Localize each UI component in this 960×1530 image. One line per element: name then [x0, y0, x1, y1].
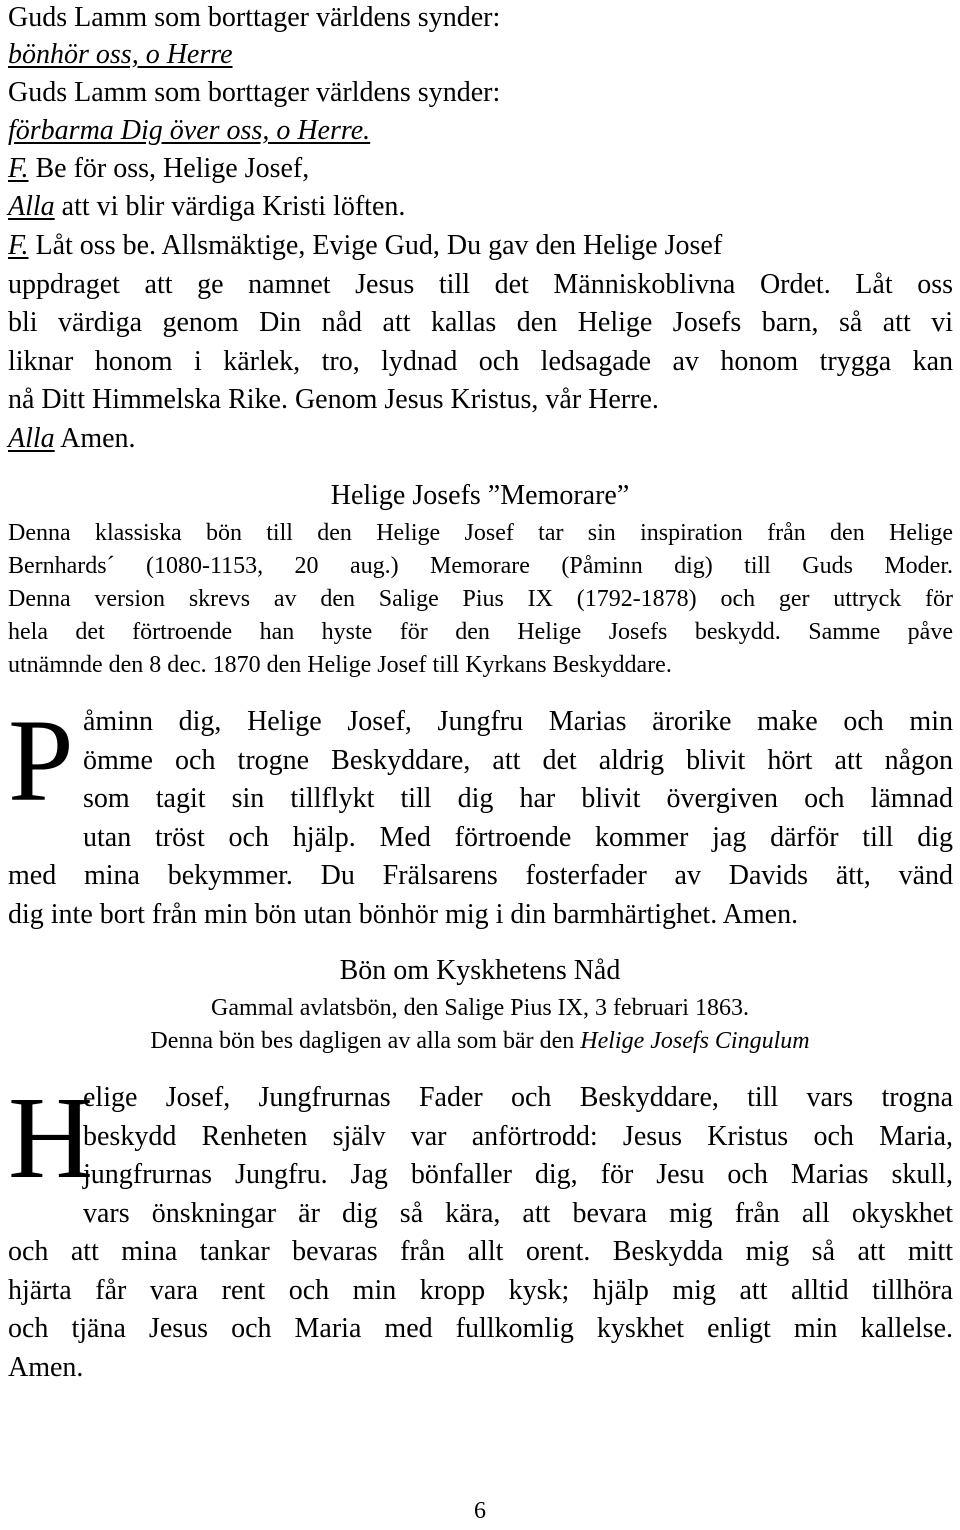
all-mark: Alla	[8, 191, 55, 222]
litany-response: bönhör oss, o Herre	[8, 39, 233, 70]
chastity-subtitle: Gammal avlatsbön, den Salige Pius IX, 3 februari 1863.	[211, 995, 749, 1021]
page-number: 6	[474, 1498, 486, 1524]
litany-line	[8, 0, 500, 36]
litany-line	[8, 151, 309, 187]
drop-cap-h: H	[8, 1072, 94, 1203]
litany-line	[8, 37, 233, 73]
leader-mark: F.	[8, 230, 29, 261]
litany-text: Guds Lamm som borttager världens synder:	[8, 77, 501, 108]
chastity-note: Denna bön bes dagligen av alla som bär den Helige Josefs Cingulum	[150, 1028, 810, 1054]
prayer-line	[8, 227, 953, 266]
litany-response: förbarma Dig över oss, o Herre.	[8, 115, 371, 146]
closing-prayer	[8, 227, 953, 458]
litany-line	[8, 113, 370, 149]
chastity-title: Bön om Kyskhetens Nåd	[339, 955, 621, 986]
memorare-prayer-indented: åminn dig, Helige Josef, Jungfru Marias ärorike make och min ömme och trogne Beskyddare, att det aldrig blivit hört att någon som tagit sin tillflykt till dig har blivit övergiven och lämnad utan tröst och hjälp. Med förtroende kommer jag därför till dig	[83, 706, 953, 853]
litany-line	[8, 75, 500, 111]
litany-line	[8, 189, 405, 225]
prayer-line: nå Ditt Himmelska Rike. Genom Jesus Kristus, vår Herre.	[8, 384, 659, 415]
all-mark: Alla	[8, 422, 55, 454]
litany-text: att vi blir värdiga Kristi löften.	[54, 191, 406, 222]
litany-text: Be för oss, Helige Josef,	[28, 153, 310, 184]
prayer-line: uppdraget att ge namnet Jesus till det Människoblivna Ordet. Låt oss	[8, 268, 953, 300]
memorare-prayer: med mina bekymmer. Du Frälsarens fosterfader av Davids ätt, vänd dig inte bort från min bön utan bönhör mig i din barmhärtighet. Amen.	[8, 860, 953, 930]
drop-cap-p: P	[8, 695, 74, 826]
chastity-prayer-indented: elige Josef, Jungfrurnas Fader och Beskyddare, till vars trogna beskydd Renheten själv var anförtrodd: Jesus Kristus och Maria, jungfrurnas Jungfru. Jag bönfaller dig, för Jesu och Marias skull, vars önskningar är dig så kära, att bevara mig från all okyskhet	[83, 1082, 953, 1229]
prayer-text: Låt oss be. Allsmäktige, Evige Gud, Du gav den Helige Josef	[35, 230, 723, 261]
memorare-title: Helige Josefs ”Memorare”	[330, 480, 630, 511]
chastity-prayer: och att mina tankar bevaras från allt orent. Beskydda mig så att mitt hjärta får vara rent och min kropp kysk; hjälp mig att alltid tillhöra och tjäna Jesus och Maria med fullkomlig kyskhet enligt min kallelse. Amen.	[8, 1236, 953, 1383]
prayer-line: Alla Amen.	[8, 422, 136, 454]
leader-mark: F.	[8, 153, 29, 184]
prayer-line: liknar honom i kärlek, tro, lydnad och ledsagade av honom trygga kan	[8, 345, 953, 377]
prayer-line: bli värdiga genom Din nåd att kallas den Helige Josefs barn, så att vi	[8, 307, 953, 338]
litany-text: Guds Lamm som borttager världens synder:	[8, 2, 501, 33]
memorare-intro: Denna klassiska bön till den Helige Josef tar sin inspiration från den Helige Bernhards´ (1080-1153, 20 aug.) Memorare (Påminn dig) till Guds Moder. Denna version skrevs av den Salige Pius IX (1792-1878) och ger uttryck för hela det förtroende han hyste för den Helige Josefs beskydd. Samme påve utnämnde den 8 dec. 1870 den Helige Josef till Kyrkans Beskyddare.	[8, 520, 953, 678]
